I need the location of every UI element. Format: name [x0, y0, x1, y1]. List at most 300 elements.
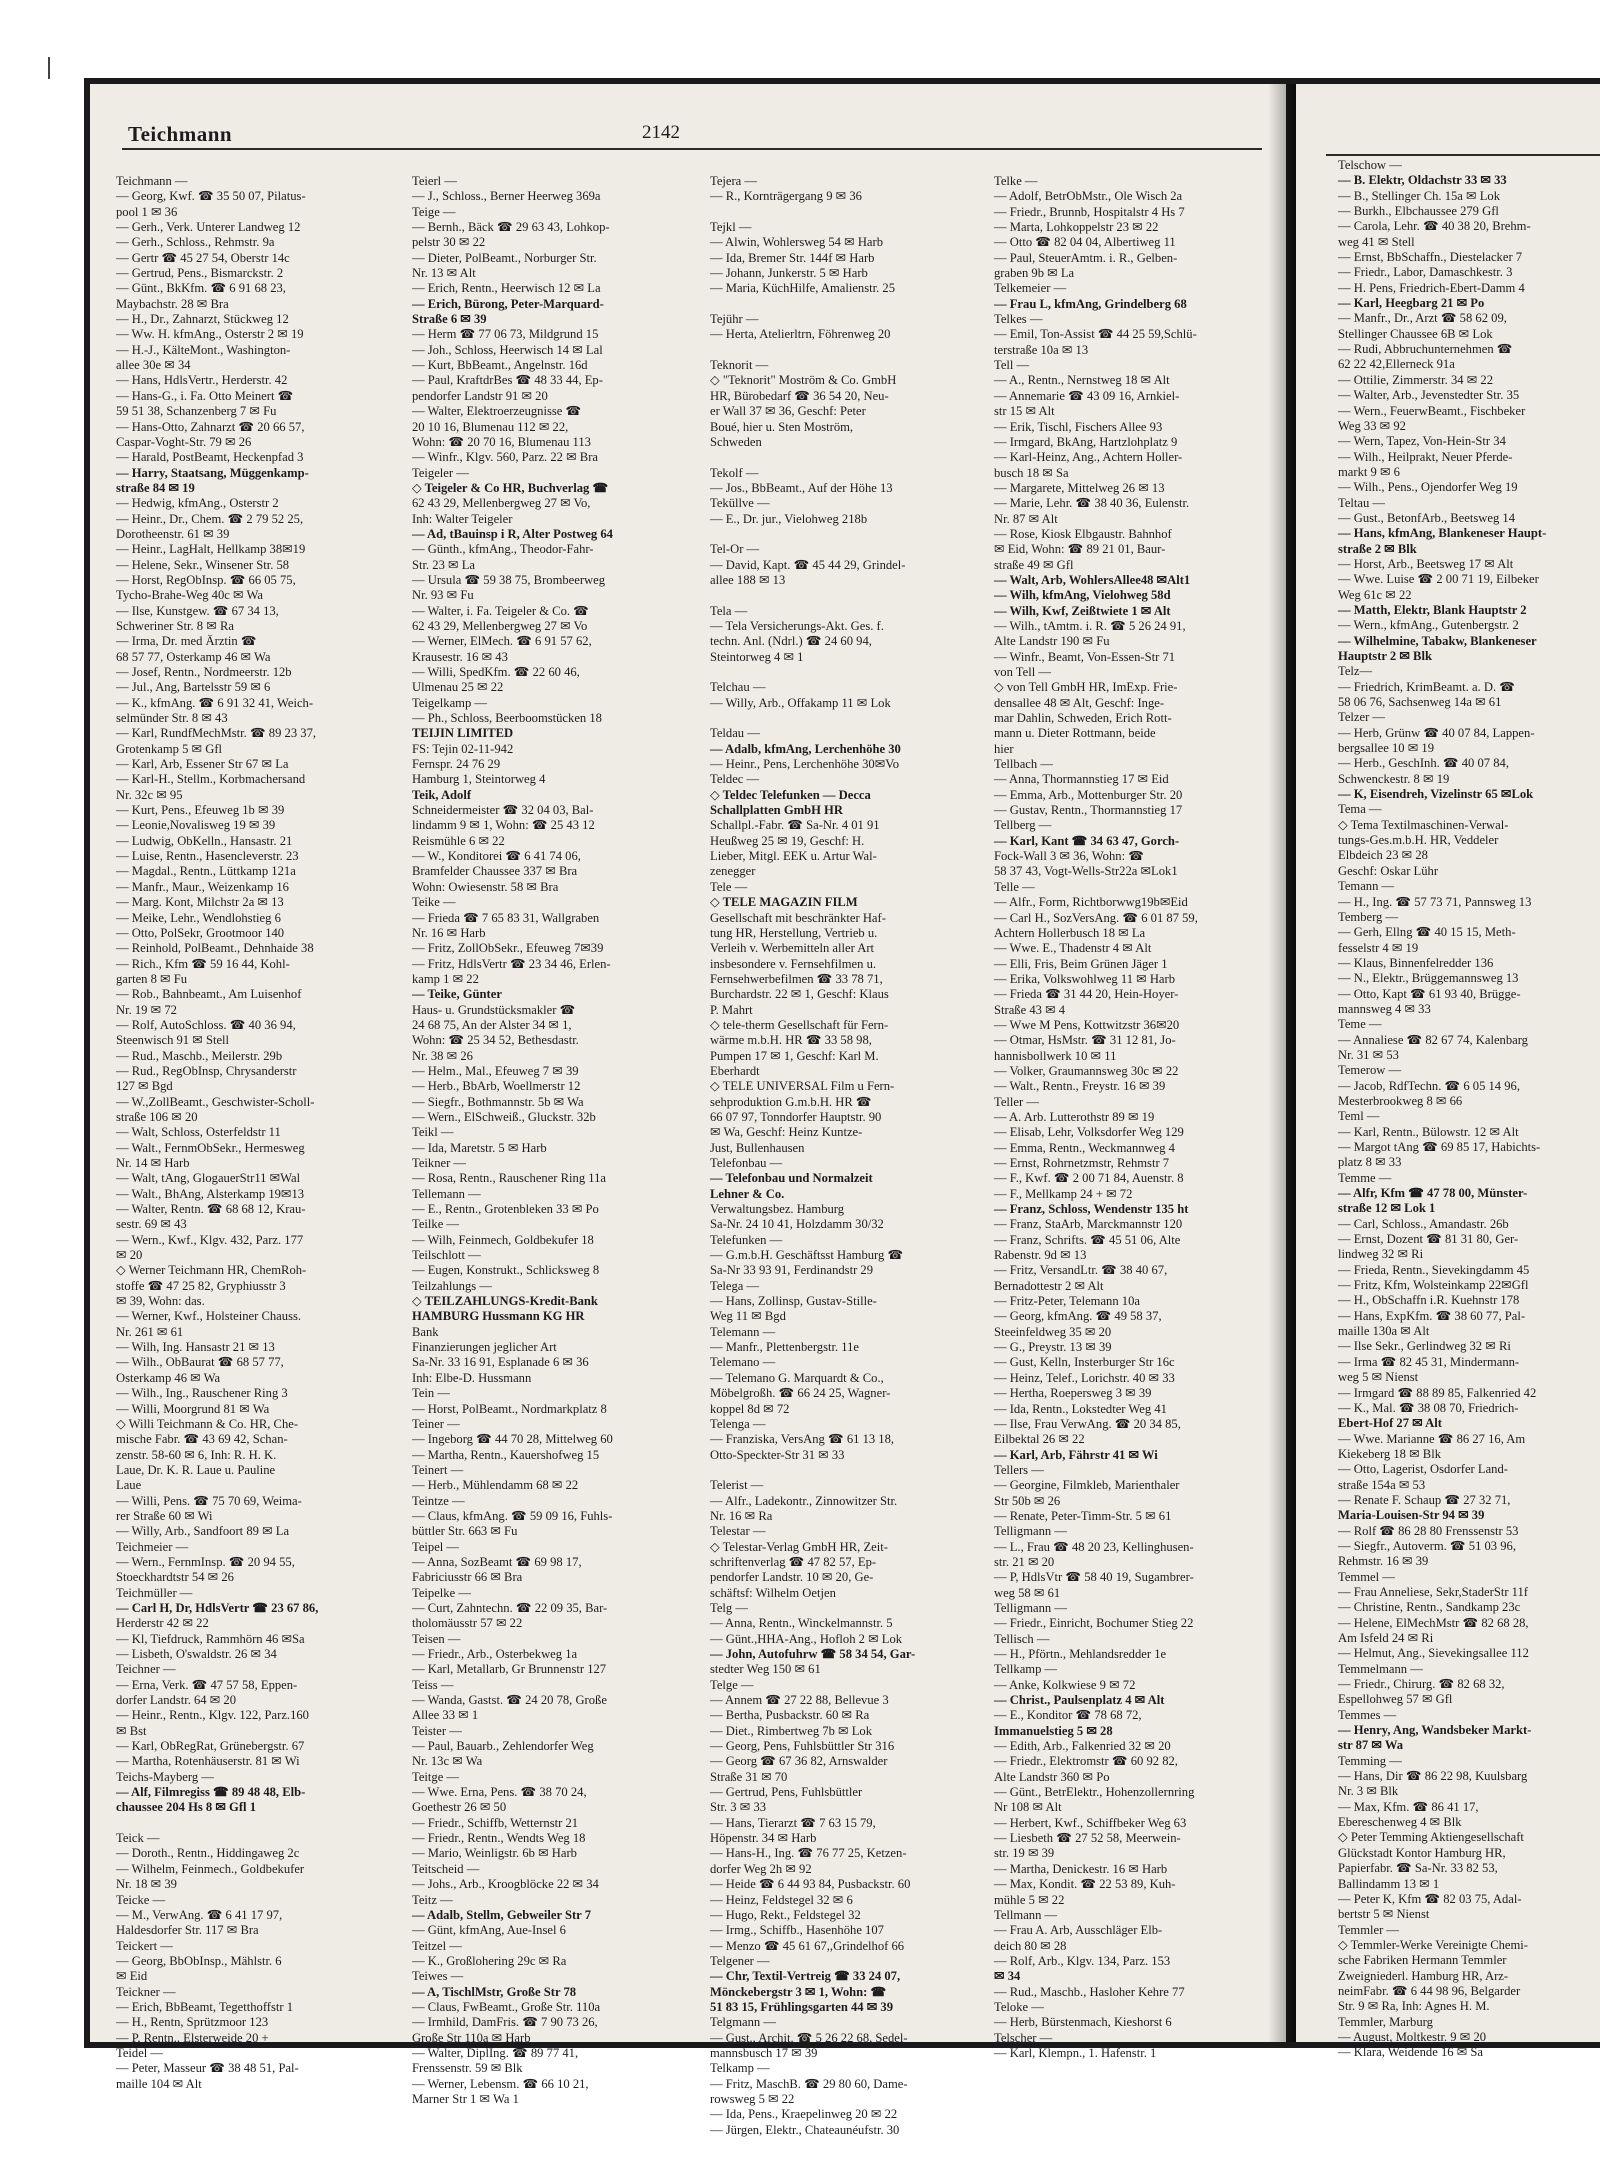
directory-entry-line: Teickner — — [116, 1984, 176, 1999]
directory-entry-line: rowsweg 5 ✉ 22 — [710, 2091, 795, 2106]
directory-entry-line: selmünder Str. 8 ✉ 43 — [116, 711, 228, 726]
directory-entry-line: — Frau A. Arb, Ausschläger Elb- — [994, 1923, 1163, 1938]
directory-entry-line: — Otmar, HsMstr. ☎ 31 12 81, Jo- — [994, 1033, 1176, 1048]
directory-entry-line: — Rolf ☎ 86 28 80 Frenssenstr 53 — [1338, 1523, 1519, 1538]
directory-entry-line: Teikner — — [412, 1156, 467, 1170]
directory-entry-line: — Maria, KüchHilfe, Amalienstr. 25 — [710, 281, 896, 296]
directory-entry-line: Teidel — — [116, 2045, 164, 2060]
directory-entry-line: — Karl, Arb, Essener Str 67 ✉ La — [116, 757, 289, 772]
directory-entry-line: — Peter, Masseur ☎ 38 48 51, Pal- — [116, 2061, 299, 2076]
directory-entry-line: Teipelke — — [412, 1585, 471, 1600]
directory-entry-line: Schallpl.-Fabr. ☎ Sa-Nr. 4 01 91 — [710, 818, 880, 833]
directory-entry-line: — Walt, Schloss, Osterfeldstr 11 — [116, 1125, 281, 1140]
directory-entry-line — [710, 665, 1000, 680]
directory-entry-line: Verleih v. Werbemitteln aller Art — [710, 941, 875, 956]
directory-entry-line: Telle — — [994, 879, 1035, 894]
directory-entry-line: — Wwe. E., Thadenstr 4 ✉ Alt — [994, 941, 1152, 956]
directory-entry-line: Teitz — — [412, 1892, 453, 1907]
directory-entry-line: — Klaus, Binnenfelredder 136 — [1338, 955, 1494, 970]
directory-entry-line: maille 130a ✉ Alt — [1338, 1324, 1430, 1339]
directory-entry-line: Zweigniederl. Hamburg HR, Arz- — [1338, 1968, 1509, 1983]
directory-entry-line: str. 21 ✉ 20 — [994, 1554, 1055, 1569]
directory-entry-line: — Kurt, BbBeamt., Angelnstr. 16d — [412, 358, 588, 373]
directory-entry-line: Teilke — — [412, 1217, 460, 1232]
directory-entry-line: — Annaliese ☎ 82 67 74, Kalenbarg — [1338, 1032, 1528, 1047]
directory-entry-line: Sa-Nr 33 93 91, Ferdinandstr 29 — [710, 1263, 873, 1278]
directory-entry-line: — Lisbeth, O'swaldstr. 26 ✉ 34 — [116, 1647, 277, 1661]
directory-entry-line: — Wwe M Pens, Kottwitzstr 36✉20 — [994, 1017, 1180, 1032]
directory-entry-line: densallee 48 ✉ Alt, Geschf: Inge- — [994, 695, 1165, 710]
directory-entry-line: Teigeler — — [412, 465, 469, 480]
directory-entry-line: Nr. 18 ✉ 39 — [116, 1877, 177, 1892]
directory-entry-line: — Wilh., tAmtm. i. R. ☎ 5 26 24 91, — [994, 618, 1186, 633]
directory-entry-line: — Ida, Maretstr. 5 ✉ Harb — [412, 1140, 547, 1155]
directory-entry-line: ◇ Tema Textilmaschinen-Verwal- — [1338, 817, 1509, 832]
directory-entry-line: Nr. 3 ✉ Blk — [1338, 1784, 1399, 1799]
directory-entry-line: — Adalb, kfmAng, Lerchenhöhe 30 — [710, 741, 901, 756]
directory-entry-line: ◇ "Teknorit" Moström & Co. GmbH — [710, 373, 897, 388]
directory-entry-line: Rehmstr. 16 ✉ 39 — [1338, 1554, 1429, 1569]
directory-entry-line: — Tela Versicherungs-Akt. Ges. f. — [710, 618, 884, 633]
directory-entry-line: — Karl, Kant ☎ 34 63 47, Gorch- — [994, 833, 1180, 848]
directory-entry-line: — August, Moltkestr. 9 ✉ 20 — [1338, 2029, 1487, 2044]
directory-entry-line: rer Straße 60 ✉ Wi — [116, 1508, 213, 1523]
directory-entry-line: ✉ Bst — [116, 1723, 147, 1738]
header-rule-right — [1326, 154, 1600, 156]
directory-entry-line: Teküllve — — [710, 496, 770, 511]
directory-entry-line: — Karl-Heinz, Ang., Achtern Holler- — [994, 450, 1183, 465]
directory-entry-line: — Werner, Kwf., Holsteiner Chauss. — [116, 1309, 302, 1324]
directory-entry-line: — Hugo, Rekt., Feldstegel 32 — [710, 1907, 861, 1922]
directory-entry-line: Telzer — — [1338, 710, 1386, 725]
directory-entry-line: — Wilh., Pens., Ojendorfer Weg 19 — [1338, 480, 1518, 495]
directory-entry-line: Straße 6 ✉ 39 — [412, 312, 487, 327]
directory-entry-line: Telefonbau — — [710, 1156, 783, 1170]
directory-entry-line: ✉ Wa, Geschf: Heinz Kuntze- — [710, 1125, 863, 1140]
directory-entry-line: — Walter, Rentn. ☎ 68 68 12, Krau- — [116, 1202, 306, 1217]
directory-entry-line: — F., Kwf. ☎ 2 00 71 84, Auenstr. 8 — [994, 1171, 1184, 1186]
directory-entry-line: Teltau — — [1338, 495, 1386, 510]
directory-entry-line: — Helmut, Ang., Sievekingsallee 112 — [1338, 1646, 1529, 1661]
directory-entry-line: Str. 3 ✉ 33 — [710, 1800, 767, 1815]
directory-entry-line: Hamburg 1, Steintorweg 4 — [412, 772, 546, 787]
directory-entry-line: weg 5 ✉ Nienst — [1338, 1370, 1419, 1385]
directory-entry-line: Schweriner Str. 8 ✉ Ra — [116, 618, 234, 633]
directory-entry-line: weg 58 ✉ 61 — [994, 1585, 1061, 1600]
directory-entry-line: — Hans, Zollinsp, Gustav-Stille- — [710, 1294, 877, 1309]
directory-entry-line: — Ernst, Rohrnetzmstr, Rehmstr 7 — [994, 1156, 1170, 1170]
directory-entry-line: 62 43 29, Mellenbergweg 27 ✉ Vo, — [412, 496, 591, 511]
directory-entry-line: Nr. 38 ✉ 26 — [412, 1048, 473, 1063]
directory-entry-line: Telemano — — [710, 1355, 776, 1370]
directory-entry-line: Nr. 87 ✉ Alt — [994, 511, 1058, 526]
directory-entry-line: — W.,ZollBeamt., Geschwister-Scholl- — [116, 1094, 315, 1109]
directory-entry-line: — Annem ☎ 27 22 88, Bellevue 3 — [710, 1693, 889, 1708]
directory-entry-line: — Christ., Paulsenplatz 4 ✉ Alt — [994, 1693, 1165, 1708]
directory-entry-line: — Gust., BetonfArb., Beetsweg 14 — [1338, 510, 1515, 525]
directory-entry-line: — Wilh, Feinmech, Goldbekufer 18 — [412, 1232, 594, 1247]
directory-entry-line: Fock-Wall 3 ✉ 36, Wohn: ☎ — [994, 849, 1144, 864]
directory-entry-line: 62 22 42,Ellerneck 91a — [1338, 357, 1455, 372]
directory-entry-line: — Wanda, Gastst. ☎ 24 20 78, Große — [412, 1693, 607, 1708]
directory-entry-line: — Erich, BbBeamt, Tegetthoffstr 1 — [116, 1999, 294, 2014]
directory-entry-line: Maybachstr. 28 ✉ Bra — [116, 296, 229, 311]
directory-entry-line: — Willy, Arb., Sandfoort 89 ✉ La — [116, 1524, 290, 1539]
directory-entry-line: — P, Rentn., Elsterweide 20 + — [116, 2030, 269, 2045]
directory-entry-line: — Otto, PolSekr, Grootmoor 140 — [116, 925, 285, 940]
directory-entry-line: — F., Mellkamp 24 + ✉ 72 — [994, 1186, 1133, 1201]
directory-entry-line: — W., Konditorei ☎ 6 41 74 06, — [412, 849, 581, 864]
directory-entry-line: Frenssenstr. 59 ✉ Blk — [412, 2061, 523, 2076]
directory-entry-line: Heußweg 25 ✉ 19, Geschf: H. — [710, 833, 865, 848]
directory-entry-line: — Erika, Volkswohlweg 11 ✉ Harb — [994, 971, 1176, 986]
directory-entry-line: — Irma, Dr. med Ärztin ☎ — [116, 634, 257, 649]
directory-entry-line: Str. 9 ✉ Ra, Inh: Agnes H. M. — [1338, 1999, 1490, 2014]
directory-entry-line: Inh: Walter Teigeler — [412, 511, 513, 526]
directory-entry-line: Telligmann — — [994, 1524, 1067, 1539]
directory-entry-line: — Hans-G., i. Fa. Otto Meinert ☎ — [116, 388, 294, 403]
directory-entry-line: 51 83 15, Frühlingsgarten 44 ✉ 39 — [710, 1999, 894, 2014]
directory-entry-line: — Günt., BkKfm. ☎ 6 91 68 23, — [116, 281, 286, 296]
directory-entry-line: — Eugen, Konstrukt., Schlicksweg 8 — [412, 1263, 600, 1278]
directory-entry-line: — Marg. Kont, Milchstr 2a ✉ 13 — [116, 895, 284, 910]
directory-entry-line: Am Isfeld 24 ✉ Ri — [1338, 1631, 1434, 1645]
directory-entry-line: — Heinr., Rentn., Klgv. 122, Parz.160 — [116, 1708, 309, 1723]
directory-entry-line: — Willi, SpedKfm. ☎ 22 60 46, — [412, 665, 580, 679]
directory-entry-line: Tycho-Brahe-Weg 40c ✉ Wa — [116, 588, 263, 603]
directory-column-right — [1338, 158, 1600, 2061]
directory-entry-line: Pumpen 17 ✉ 1, Geschf: Karl M. — [710, 1048, 879, 1063]
directory-entry-line: — Henry, Ang, Wandsbeker Markt- — [1338, 1723, 1532, 1738]
directory-entry-line: Laue, Dr. K. R. Laue u. Pauline — [116, 1462, 276, 1477]
directory-entry-line: chaussee 204 Hs 8 ✉ Gfl 1 — [116, 1800, 256, 1815]
directory-entry-line: stoffe ☎ 47 25 82, Gryphiusstr 3 — [116, 1278, 286, 1293]
directory-entry-line: — Werner, Lebensm. ☎ 66 10 21, — [412, 2076, 589, 2091]
directory-entry-line: Schneidermeister ☎ 32 04 03, Bal- — [412, 803, 594, 818]
directory-entry-line: — Gustav, Rentn., Thormannstieg 17 — [994, 803, 1183, 818]
directory-entry-line: bertstr 5 ✉ Nienst — [1338, 1907, 1430, 1922]
directory-entry-line: Boué, hier u. Sten Moström, — [710, 419, 854, 434]
directory-entry-line: Tema — — [1338, 802, 1382, 817]
directory-entry-line: — Günt, kfmAng, Aue-Insel 6 — [412, 1923, 566, 1938]
directory-entry-line: sestr. 69 ✉ 43 — [116, 1217, 187, 1232]
directory-entry-line: — Erich, Rentn., Heerwisch 12 ✉ La — [412, 281, 601, 296]
directory-entry-line: — Max, Kfm. ☎ 86 41 17, — [1338, 1799, 1479, 1814]
directory-entry-line: Eilbektal 26 ✉ 22 — [994, 1432, 1085, 1447]
directory-entry-line: weg 41 ✉ Stell — [1338, 234, 1415, 249]
directory-entry-line: — Frau Anneliese, Sekr,StaderStr 11f — [1338, 1584, 1528, 1599]
directory-entry-line: — Emma, Rentn., Weckmannweg 4 — [994, 1140, 1175, 1155]
directory-entry-line: Tellberg — — [994, 818, 1052, 833]
directory-entry-line: str 87 ✉ Wa — [1338, 1738, 1404, 1753]
directory-entry-line: Telenga — — [710, 1416, 766, 1431]
directory-entry-line: — Margot tAng ☎ 69 85 17, Habichts- — [1338, 1140, 1541, 1154]
directory-entry-line: — Franz, StaArb, Marckmannstr 120 — [994, 1217, 1183, 1232]
directory-entry-line: mar Dahlin, Schweden, Erich Rott- — [994, 711, 1172, 726]
directory-entry-line: Mönckebergstr 3 ✉ 1, Wohn: ☎ — [710, 1984, 887, 1999]
directory-entry-line: — Paul, KraftdrBes ☎ 48 33 44, Ep- — [412, 373, 603, 388]
directory-entry-line: Telz— — [1338, 664, 1373, 679]
directory-entry-line: straße 154a ✉ 53 — [1338, 1477, 1426, 1492]
directory-entry-line: — Rose, Kiosk Elbgaustr. Bahnhof — [994, 526, 1172, 541]
directory-entry-line: Temerow — — [1338, 1063, 1402, 1078]
directory-entry-line: — Werner, ElMech. ☎ 6 91 57 62, — [412, 634, 592, 649]
directory-entry-line: Tell — — [994, 358, 1030, 373]
directory-entry-line: — Frieda, Rentn., Sievekingdamm 45 — [1338, 1262, 1530, 1277]
directory-entry-line: Teilschlott — — [412, 1248, 481, 1263]
directory-entry-line: — Wilh, kfmAng, Vielohweg 58d — [994, 588, 1171, 603]
directory-entry-line: — Willy, Arb., Offakamp 11 ✉ Lok — [710, 695, 891, 710]
directory-entry-line: — Walt., BhAng, Alsterkamp 19✉13 — [116, 1186, 305, 1201]
directory-entry-line: — Herb., Mühlendamm 68 ✉ 22 — [412, 1478, 579, 1493]
directory-entry-line: — Emma, Arb., Mottenburger Str. 20 — [994, 787, 1183, 802]
directory-entry-line: — Karl, Arb, Fährstr 41 ✉ Wi — [994, 1447, 1158, 1462]
directory-entry-line: Temmler, Marburg — [1338, 2014, 1433, 2029]
directory-entry-line: Teickert — — [116, 1938, 173, 1953]
directory-entry-line: — Anke, Kolkwiese 9 ✉ 72 — [994, 1677, 1136, 1692]
directory-entry-line: — Ida, Pens., Kraepelinweg 20 ✉ 22 — [710, 2107, 898, 2122]
directory-entry-line: — Klara, Weidende 16 ✉ Sa — [1338, 2045, 1483, 2060]
directory-entry-line: — Friedr., Arb., Osterbekweg 1a — [412, 1647, 578, 1661]
directory-entry-line: — Fritz, Kfm, Wolsteinkamp 22✉Gfl — [1338, 1278, 1529, 1293]
directory-entry-line: Ebereschenweg 4 ✉ Blk — [1338, 1815, 1462, 1830]
directory-entry-line: — A., Rentn., Nernstweg 18 ✉ Alt — [994, 373, 1170, 388]
directory-entry-line: — Karl, RundfMechMstr. ☎ 89 23 37, — [116, 726, 317, 741]
directory-entry-line: Tejera — — [710, 174, 758, 188]
directory-entry-line: Telligmann — — [994, 1600, 1067, 1615]
directory-entry-line: Teiner — — [412, 1416, 460, 1431]
directory-entry-line: — Leonie,Novalisweg 19 ✉ 39 — [116, 818, 276, 833]
directory-entry-line: Fernspr. 24 76 29 — [412, 757, 501, 772]
directory-entry-line: — Helene, ElMechMstr ☎ 82 68 28, — [1338, 1615, 1529, 1630]
directory-entry-line: — Irma ☎ 82 45 31, Mindermann- — [1338, 1354, 1520, 1369]
directory-entry-line: — P, HdlsVtr ☎ 58 40 19, Sugambrer- — [994, 1570, 1194, 1585]
directory-entry-line: — Karl, Metallarb, Gr Brunnenstr 127 — [412, 1662, 607, 1677]
directory-entry-line: ◇ Teigeler & Co HR, Buchverlag ☎ — [412, 480, 609, 495]
directory-entry-line: — Rud., Maschb., Meilerstr. 29b — [116, 1048, 283, 1063]
directory-entry-line: Wohn: Owiesenstr. 58 ✉ Bra — [412, 879, 559, 894]
directory-entry-line: Straße 31 ✉ 70 — [710, 1769, 788, 1784]
directory-entry-line: Geschf: Oskar Lühr — [1338, 863, 1439, 878]
directory-entry-line: bergsallee 10 ✉ 19 — [1338, 741, 1435, 756]
directory-entry-line: — Claus, kfmAng. ☎ 59 09 16, Fuhls- — [412, 1508, 613, 1523]
directory-entry-line: — Wern., kfmAng., Gutenbergstr. 2 — [1338, 618, 1519, 633]
directory-entry-line: Teitzel — — [412, 1938, 462, 1953]
directory-entry-line: Nr. 261 ✉ 61 — [116, 1324, 184, 1339]
directory-entry-line: — Friedr., Elektromstr ☎ 60 92 82, — [994, 1754, 1178, 1769]
directory-entry-line: Tellers — — [994, 1462, 1044, 1477]
directory-entry-line: — Telefonbau und Normalzeit — [710, 1171, 873, 1186]
directory-entry-line: FS: Tejin 02-11-942 — [412, 741, 514, 756]
directory-entry-line: — Herb, Bürstenmach, Kieshorst 6 — [994, 2015, 1172, 2030]
directory-entry-line: — Siegfr., Bothmannstr. 5b ✉ Wa — [412, 1094, 584, 1109]
directory-entry-line: — Friedr., Chirurg. ☎ 82 68 32, — [1338, 1677, 1505, 1692]
directory-entry-line: — Walt, Arb, WohlersAllee48 ✉Alt1 — [994, 572, 1191, 587]
directory-entry-line: straße 106 ✉ 20 — [116, 1109, 198, 1124]
directory-entry-line: ◇ Temmler-Werke Vereinigte Chemi- — [1338, 1937, 1528, 1952]
directory-entry-line: — Adalb, Stellm, Gebweiler Str 7 — [412, 1907, 591, 1922]
directory-entry-line: Tejkl — — [710, 220, 752, 235]
directory-entry-line: — Helm., Mal., Efeuweg 7 ✉ 39 — [412, 1063, 579, 1078]
directory-entry-line: Nr. 16 ✉ Harb — [412, 925, 486, 940]
directory-entry-line: — Heinr., LagHalt, Hellkamp 38✉19 — [116, 542, 306, 557]
directory-entry-line: — Georgine, Filmkleb, Marienthaler — [994, 1478, 1180, 1493]
directory-entry-line: — Ww. H. kfmAng., Osterstr 2 ✉ 19 — [116, 327, 304, 342]
directory-entry-line: — Wern., ElSchweiß., Gluckstr. 32b — [412, 1109, 596, 1124]
directory-entry-line: — Fritz, VersandLtr. ☎ 38 40 67, — [994, 1263, 1168, 1278]
directory-entry-line: — B. Elektr, Oldachstr 33 ✉ 33 — [1338, 173, 1507, 188]
directory-entry-line: Sa-Nr. 24 10 41, Holzdamm 30/32 — [710, 1217, 884, 1232]
directory-entry-line: — Liesbeth ☎ 27 52 58, Meerwein- — [994, 1831, 1181, 1846]
directory-entry-line: Teitscheid — — [412, 1861, 480, 1876]
directory-entry-line: Temming — — [1338, 1753, 1402, 1768]
directory-entry-line: — Alfr., Ladekontr., Zinnowitzer Str. — [710, 1493, 898, 1508]
directory-entry-line: schäftsf: Wilhelm Oetjen — [710, 1585, 836, 1600]
directory-entry-line: lindweg 32 ✉ Ri — [1338, 1247, 1424, 1262]
directory-entry-line: — Horst, PolBeamt., Nordmarkplatz 8 — [412, 1401, 607, 1416]
directory-entry-line: dorfer Weg 2h ✉ 92 — [710, 1861, 812, 1876]
directory-entry-line: — Georg ☎ 67 36 82, Arnswalder — [710, 1754, 888, 1769]
directory-entry-line: Schallplatten GmbH HR — [710, 803, 843, 818]
directory-entry-line: — Rudi, Abbruchunternehmen ☎ — [1338, 342, 1513, 357]
header-rule — [122, 148, 1262, 150]
directory-entry-line: Telestar — — [710, 1524, 766, 1539]
directory-entry-line: — Emil, Ton-Assist ☎ 44 25 59,Schlü- — [994, 327, 1197, 342]
directory-entry-line — [710, 297, 1000, 312]
directory-entry-line: ✉ 34 — [994, 1969, 1021, 1984]
directory-entry-line: 58 37 43, Vogt-Wells-Str22a ✉Lok1 — [994, 864, 1178, 879]
directory-entry-line: 59 51 38, Schanzenberg 7 ✉ Fu — [116, 404, 277, 419]
directory-entry-line: Weg 11 ✉ Bgd — [710, 1309, 786, 1324]
directory-entry-line: — Hans, HdlsVertr., Herderstr. 42 — [116, 373, 288, 388]
directory-entry-line: — Wern., FeuerwBeamt., Fischbeker — [1338, 403, 1526, 418]
directory-entry-line: — Anna, Thormannstieg 17 ✉ Eid — [994, 772, 1169, 787]
directory-entry-line: — Irmgard, BkAng, Hartzlohplatz 9 — [994, 434, 1178, 449]
directory-entry-line: Teikl — — [412, 1125, 454, 1140]
directory-entry-line: — Manfr., Plettenbergstr. 11e — [710, 1340, 860, 1355]
directory-entry-line: Teller — — [994, 1094, 1039, 1109]
directory-entry-line: — Walter, Arb., Jevenstedter Str. 35 — [1338, 388, 1520, 403]
directory-entry-line: — H. Pens, Friedrich-Ebert-Damm 4 — [1338, 280, 1525, 295]
directory-entry-line: 127 ✉ Bgd — [116, 1079, 173, 1094]
directory-entry-line: von Tell — — [994, 665, 1051, 679]
directory-entry-line: tung HR, Herstellung, Vertrieb u. — [710, 925, 878, 940]
directory-entry-line: Tein — — [412, 1386, 450, 1401]
directory-entry-line: — Jacob, RdfTechn. ☎ 6 05 14 96, — [1338, 1078, 1520, 1093]
directory-entry-line: Teiss — — [412, 1677, 454, 1692]
directory-entry-line: koppel 8d ✉ 72 — [710, 1401, 790, 1416]
directory-entry-line: — G.m.b.H. Geschäftsst Hamburg ☎ — [710, 1248, 904, 1263]
directory-entry-line: Nr. 19 ✉ 72 — [116, 1002, 177, 1017]
directory-entry-line: Temmler — — [1338, 1922, 1400, 1937]
directory-entry-line: — Fritz-Peter, Telemann 10a — [994, 1294, 1140, 1309]
directory-entry-line: Teichs-Mayberg — — [116, 1769, 214, 1784]
directory-entry-line: Temann — — [1338, 879, 1395, 894]
directory-entry-line: — Ida, Bremer Str. 144f ✉ Harb — [710, 250, 875, 265]
directory-entry-line: — G., Preystr. 13 ✉ 39 — [994, 1340, 1112, 1355]
directory-entry-line: — H., Rentn, Sprützmoor 123 — [116, 2015, 269, 2030]
directory-entry-line: — Friedr., Brunnb, Hospitalstr 4 Hs 7 — [994, 204, 1185, 219]
directory-entry-line: — Siegfr., Autoverm. ☎ 51 03 96, — [1338, 1538, 1516, 1553]
directory-entry-line: — Helene, Sekr., Winsener Str. 58 — [116, 557, 290, 572]
directory-entry-line: — Walt., Rentn., Freystr. 16 ✉ 39 — [994, 1079, 1166, 1094]
directory-entry-line: — Manfr., Maur., Weizenkamp 16 — [116, 879, 289, 894]
directory-entry-line: — Gust., Archit. ☎ 5 26 22 68, Sedel- — [710, 2030, 908, 2045]
directory-entry-line: Temme — — [1338, 1170, 1392, 1185]
directory-entry-line: wärme m.b.H. HR ☎ 33 58 98, — [710, 1033, 872, 1048]
directory-entry-line: Nr. 13c ✉ Wa — [412, 1754, 483, 1769]
directory-entry-line: ◇ Werner Teichmann HR, ChemRoh- — [116, 1263, 307, 1278]
directory-entry-line: — H., Pförtn., Mehlandsredder 1e — [994, 1647, 1167, 1661]
directory-entry-line: Telke — — [994, 174, 1038, 188]
directory-entry-line: markt 9 ✉ 6 — [1338, 464, 1400, 479]
directory-entry-line: — Erik, Tischl, Fischers Allee 93 — [994, 419, 1163, 434]
directory-entry-line: — Herta, Atelierltrn, Föhrenweg 20 — [710, 327, 891, 342]
directory-entry-line: — Hedwig, kfmAng., Osterstr 2 — [116, 496, 279, 511]
directory-entry-line: Bank — [412, 1324, 439, 1339]
directory-entry-line: — Friedrich, KrimBeamt. a. D. ☎ — [1338, 679, 1515, 694]
directory-entry-line: — R., Kornträgergang 9 ✉ 36 — [710, 189, 862, 204]
directory-entry-line: 66 07 97, Tonndorfer Hauptstr. 90 — [710, 1109, 882, 1124]
directory-entry-line: — Ilse, Kunstgew. ☎ 67 34 13, — [116, 603, 279, 618]
directory-entry-line: Höpenstr. 34 ✉ Harb — [710, 1831, 817, 1846]
directory-entry-line: Teldau — — [710, 726, 760, 741]
directory-entry-line: pelstr 30 ✉ 22 — [412, 235, 486, 250]
directory-entry-line: — Alf, Filmregiss ☎ 89 48 48, Elb- — [116, 1785, 306, 1800]
directory-entry-line: Telgener — — [710, 1953, 770, 1968]
directory-entry-line: Schwenckestr. 8 ✉ 19 — [1338, 771, 1450, 786]
directory-entry-line: Möbelgroßh. ☎ 66 24 25, Wagner- — [710, 1386, 891, 1401]
directory-entry-line: stedter Weg 150 ✉ 61 — [710, 1662, 821, 1677]
directory-entry-line: — Wwe. Luise ☎ 2 00 71 19, Eilbeker — [1338, 572, 1539, 587]
directory-entry-line: ◇ Teldec Telefunken — Decca — [710, 787, 871, 802]
directory-entry-line: Weg 61c ✉ 22 — [1338, 587, 1412, 602]
directory-entry-line: Grotenkamp 5 ✉ Gfl — [116, 741, 223, 756]
directory-entry-line: — Hans, kfmAng, Blankeneser Haupt- — [1338, 526, 1547, 541]
directory-entry-line: busch 18 ✉ Sa — [994, 465, 1069, 480]
directory-entry-line: — David, Kapt. ☎ 45 44 29, Grindel- — [710, 557, 906, 572]
directory-entry-line: — Georg, Pens, Fuhlsbüttler Str 316 — [710, 1739, 895, 1754]
directory-entry-line: — Herb., GeschInh. ☎ 40 07 84, — [1338, 756, 1509, 771]
directory-entry-line: — Willi, Pens. ☎ 75 70 69, Weima- — [116, 1493, 302, 1508]
directory-entry-line: garten 8 ✉ Fu — [116, 971, 188, 986]
directory-entry-line: — Rosa, Rentn., Rauschener Ring 11a — [412, 1171, 607, 1186]
directory-entry-line: Stellinger Chaussee 6B ✉ Lok — [1338, 326, 1493, 341]
directory-entry-line: büttler Str. 663 ✉ Fu — [412, 1524, 518, 1539]
directory-entry-line: — Winfr., Klgv. 560, Parz. 22 ✉ Bra — [412, 450, 598, 465]
directory-entry-line: — Gertrud, Pens., Bismarckstr. 2 — [116, 266, 284, 281]
directory-entry-line: Eberhardt — [710, 1063, 760, 1078]
directory-entry-line: Nr. 32c ✉ 95 — [116, 787, 183, 802]
directory-entry-line: Nr. 16 ✉ Ra — [710, 1508, 773, 1523]
directory-entry-line: Papierfabr. ☎ Sa-Nr. 33 82 53, — [1338, 1861, 1498, 1876]
directory-entry-line: — Ludwig, ObKelln., Hansastr. 21 — [116, 833, 293, 848]
directory-entry-line: Telg — — [710, 1600, 748, 1615]
directory-entry-line — [710, 450, 1000, 465]
directory-entry-line: — Magdal., Rentn., Lüttkamp 121a — [116, 864, 296, 879]
directory-entry-line: Teipel — — [412, 1539, 460, 1554]
directory-entry-line: Straße 43 ✉ 4 — [994, 1002, 1066, 1017]
directory-entry-line: Finanzierungen jeglicher Art — [412, 1340, 557, 1355]
directory-entry-line: Tejühr — — [710, 312, 759, 327]
directory-entry-line: Str 50b ✉ 26 — [994, 1493, 1061, 1508]
directory-entry-line: — Ottilie, Zimmerstr. 34 ✉ 22 — [1338, 372, 1494, 387]
directory-entry-line: — Harry, Staatsang, Müggenkamp- — [116, 465, 309, 480]
directory-entry-line: — Otto, Kapt ☎ 61 93 40, Brügge- — [1338, 986, 1521, 1001]
directory-entry-line: Teknorit — — [710, 358, 769, 373]
directory-entry-line: — Martha, Rentn., Kauershofweg 15 — [412, 1447, 600, 1462]
directory-entry-line: Teige — — [412, 204, 456, 219]
